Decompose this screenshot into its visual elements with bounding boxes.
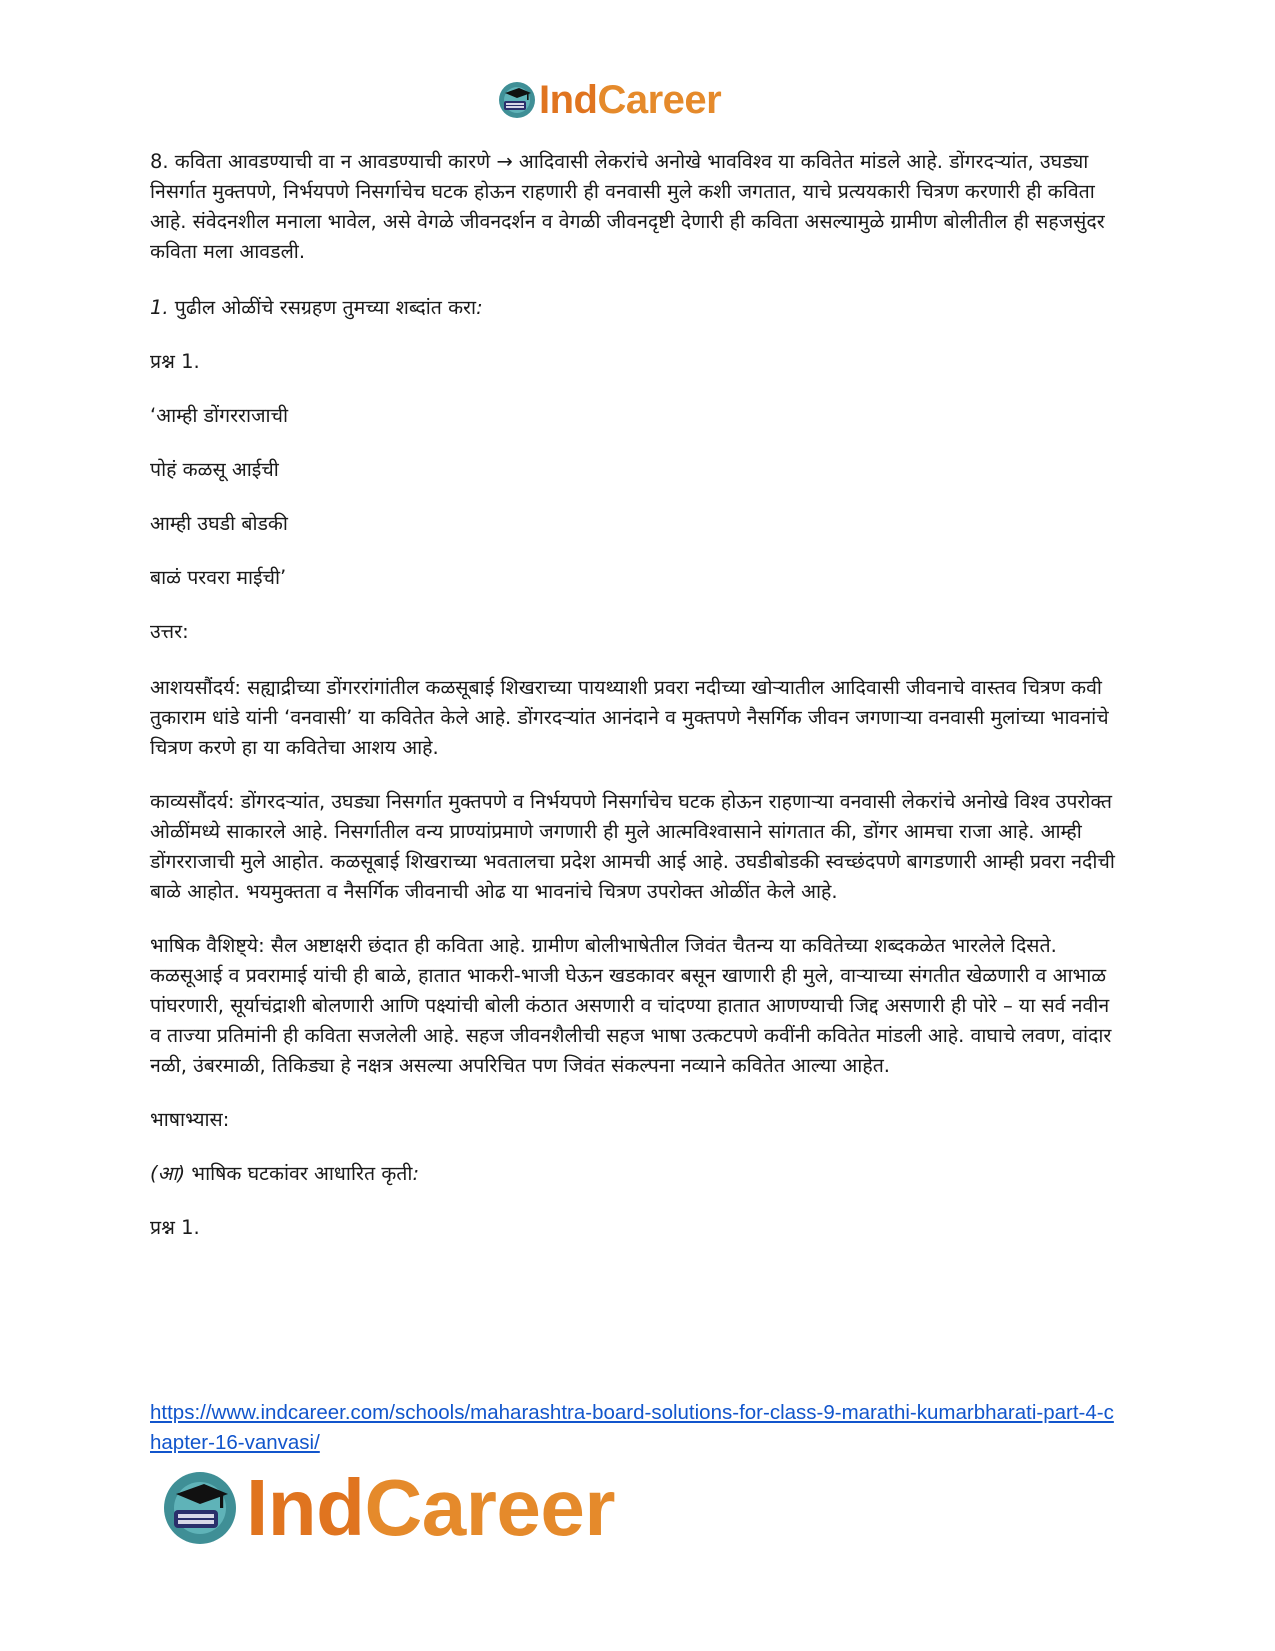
graduation-book-icon [497,80,537,120]
language-study-heading: भाषाभ्यास: [150,1108,230,1131]
language-features-paragraph: भाषिक वैशिष्ट्ये: सैल अष्टाक्षरी छंदात ही कविता आहे. ग्रामीण बोलीभाषेतील जिवंत चैतन्य या कवितेच्या शब्दकळेत भारलेले दिसते. कळसूआई व प्रवरामाई यांची ही बाळे, हातात भाकरी-भाजी घेऊन खडकावर बसून खाणारी ही मुले, वाऱ्याच्या संगतीत खेळणारी व आभाळ पांघरणारी, सूर्याचंद्राशी बोलणारी आणि पक्ष्यांची बोली कंठात असणारी व चांदण्या हातात आणण्याची जिद्द असणारी ही पोरे – या सर्व नवीन व ताज्या प्रतिमांनी ही कविता सजलेली आहे. सहज जीवनशैलीची सहज भाषा उत्कटपणे कवींनी कवितेत मांडली आहे. वाघाचे लवण, वांदार नळी, उंबरमाळी, तिकिड्या हे नक्षत्र असल्या अपरिचित पण जिवंत संकल्पना नव्याने कवितेत आल्या आहेत. [150,934,1112,1077]
indcareer-logo-top [497,80,721,120]
graduation-book-icon [160,1468,240,1548]
poetic-beauty-paragraph: काव्यसौंदर्य: डोंगरदऱ्यांत, उघड्या निसर्गात मुक्तपणे व निर्भयपणे निसर्गाचेच घटक होऊन राहणाऱ्या वनवासी लेकरांचे अनोखे विश्व उपरोक्त ओळींमध्ये साकारले आहे. निसर्गातील वन्य प्राण्यांप्रमाणे जगणारी ही मुले आत्मविश्वासाने सांगतात की, डोंगर आमचा राजा आहे. आम्ही डोंगरराजाची मुले आहोत. कळसूबाई शिखराच्या भवतालचा प्रदेश आमची आई आहे. उघडीबोडकी स्वच्छंदपणे बागडणारी आम्ही प्रवरा नदीची बाळे आहोत. भयमुक्तता व नैसर्गिक जीवनाची ओढ या भावनांचे चित्रण उपरोक्त ओळींत केले आहे. [150,790,1115,903]
task-2-heading: (आ) भाषिक घटकांवर आधारित कृती: [150,1162,420,1185]
source-url-link[interactable]: https://www.indcareer.com/schools/maharashtra-board-solutions-for-class-9-marathi-kumarbharati-part-4-chapter-16-vanvasi/ [150,1401,1114,1454]
intro-paragraph: 8. कविता आवडण्याची वा न आवडण्याची कारणे → आदिवासी लेकरांचे अनोखे भावविश्व या कवितेत मांडले आहे. डोंगरदऱ्यांत, उघड्या निसर्गात मुक्तपणे, निर्भयपणे निसर्गाचेच घटक होऊन राहणारी ही वनवासी मुले कशी जगतात, याचे प्रत्ययकारी चित्रण करणारी ही कविता आहे. संवेदनशील मनाला भावेल, असे वेगळे जीवनदर्शन व वेगळी जीवनदृष्टी देणारी ही कविता असल्यामुळे ग्रामीण बोलीतील ही सहजसुंदर कविता मला आवडली. [150,150,1105,263]
task-1-heading: 1. पुढील ओळींचे रसग्रहण तुमच्या शब्दांत करा: [150,296,483,319]
theme-paragraph: आशयसौंदर्य: सह्याद्रीच्या डोंगररांगांतील कळसूबाई शिखराच्या पायथ्याशी प्रवरा नदीच्या खोऱ्यातील आदिवासी जीवनाचे वास्तव चित्रण कवी तुकाराम धांडे यांनी ‘वनवासी’ या कवितेत केले आहे. डोंगरदऱ्यांत आनंदाने व मुक्तपणे नैसर्गिक जीवन जगणाऱ्या वनवासी मुलांच्या भावनांचे चित्रण करणे हा या कवितेचा आशय आहे. [150,676,1109,759]
indcareer-logo-bottom [160,1463,615,1552]
question-1-label-2: प्रश्न 1. [150,1216,200,1239]
logo-wordmark: IndCareer [246,1463,615,1552]
poem-line-3: आम्ही उघडी बोडकी [150,512,288,535]
logo-wordmark: IndCareer [539,78,722,122]
answer-label: उत्तर: [150,620,189,643]
question-1-label: प्रश्न 1. [150,350,200,373]
document-body [150,147,1125,1267]
poem-line-4: बाळं परवरा माईची’ [150,566,287,589]
poem-line-2: पोहं कळसू आईची [150,458,279,481]
poem-line-1: ‘आम्ही डोंगरराजाची [150,404,289,427]
